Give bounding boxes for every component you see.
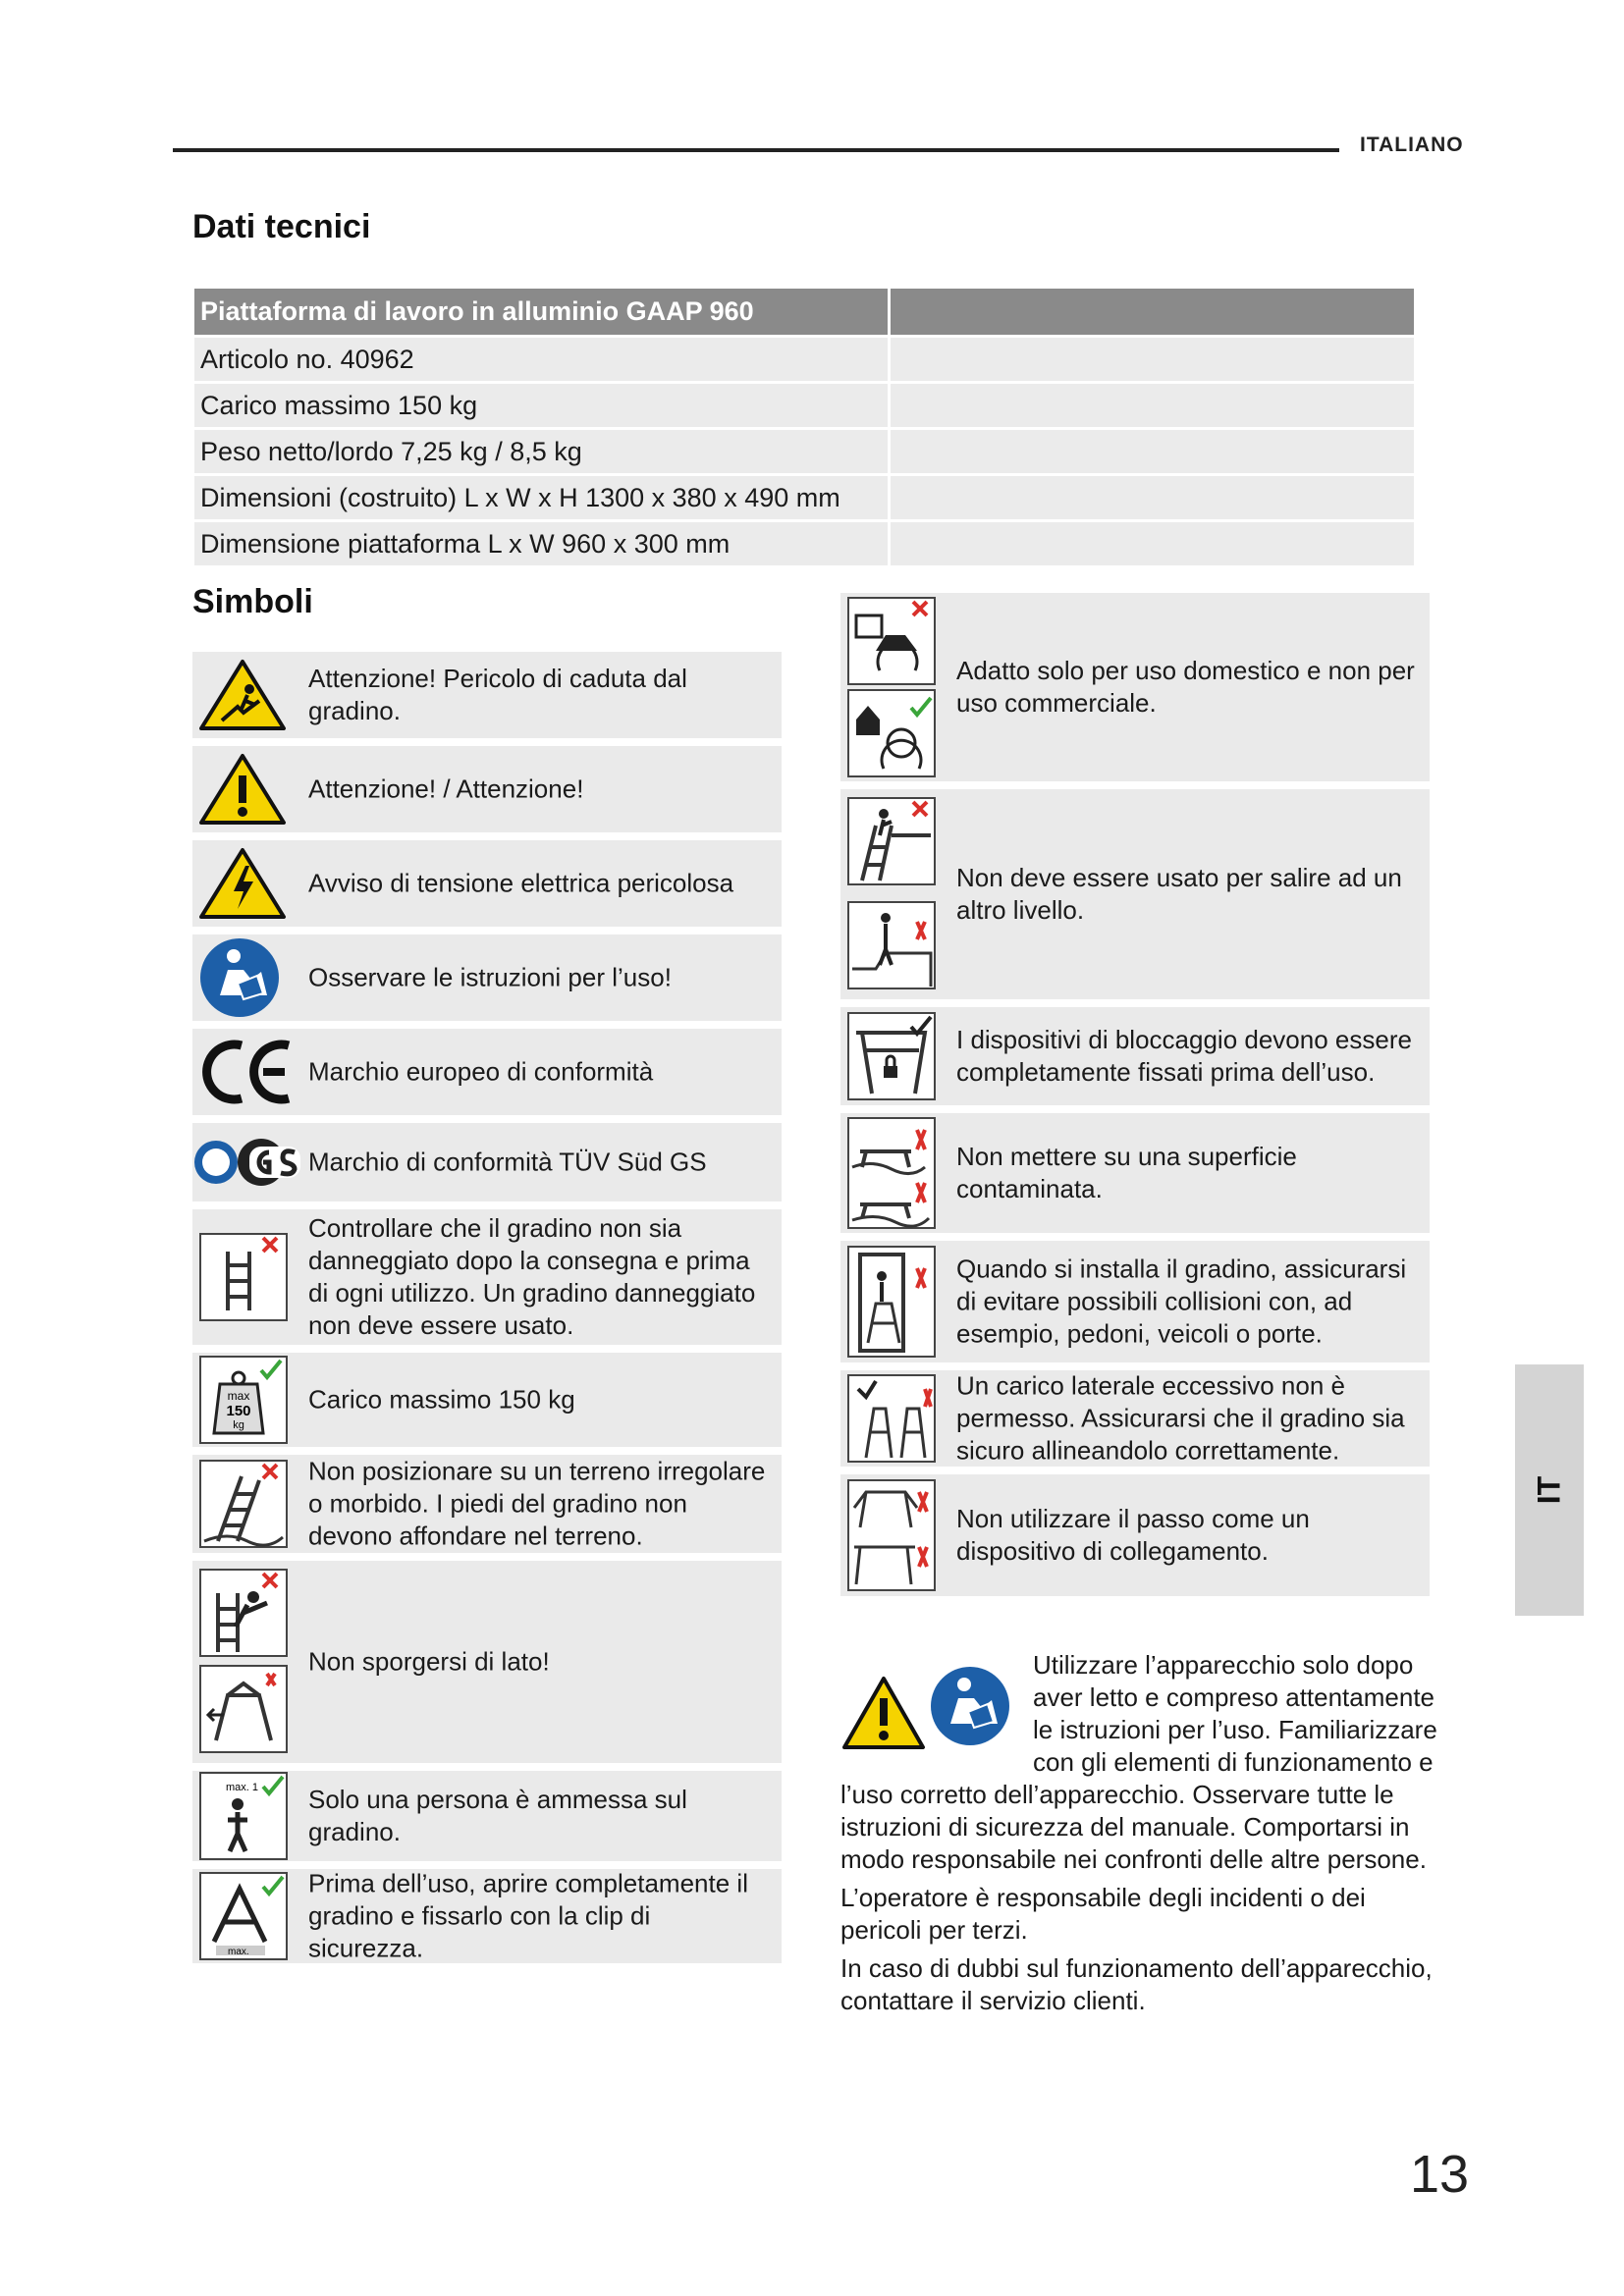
- max-load-icon: [198, 1355, 295, 1445]
- symbol-text: Adatto solo per uso domestico e non per uso commerciale.: [956, 656, 1415, 718]
- tuv-gs-icon: [192, 1137, 289, 1188]
- side-load-icon: [846, 1373, 943, 1464]
- warning-icon: [198, 752, 295, 827]
- warning-paragraph: L’operatore è responsabile degli incidenti o dei pericoli per terzi.: [840, 1883, 1366, 1945]
- weight-max-label: max: [227, 1389, 250, 1403]
- language-tab-label: IT: [1531, 1475, 1567, 1505]
- symbol-row-open-fully: [192, 1869, 782, 1963]
- symbol-text: Osservare le istruzioni per l’uso!: [308, 962, 672, 992]
- symbol-text: Non deve essere usato per salire ad un altro livello.: [956, 863, 1402, 925]
- symbol-text: Carico massimo 150 kg: [308, 1384, 575, 1415]
- symbol-row-locking: [840, 1007, 1430, 1105]
- symbol-text: Non mettere su una superficie contaminata.: [956, 1142, 1297, 1203]
- table-cell: Dimensione piattaforma L x W 960 x 300 mm: [194, 522, 891, 568]
- symbol-row-climbing: [840, 789, 1430, 999]
- warning-paragraph: Utilizzare l’apparecchio solo dopo aver letto e compreso attentamente le istruzioni per l’uso. Familiarizzare con gli elementi di funzionamento e l’uso corretto dell’apparecchio. Osservare tutte le istruzioni di sicurezza del manuale. Comportarsi in modo responsabile nei confronti delle altre persone.: [840, 1650, 1437, 1874]
- symbol-text: I dispositivi di bloccaggio devono essere completamente fissati prima dell’uso.: [956, 1025, 1412, 1087]
- fall-hazard-icon: [198, 658, 295, 732]
- table-header-cell: Piattaforma di lavoro in alluminio GAAP 960: [194, 289, 891, 338]
- domestic-use-icon: [846, 596, 943, 778]
- table-row: [194, 384, 1414, 430]
- table-row: [194, 522, 1414, 568]
- symbol-text: Attenzione! / Attenzione!: [308, 774, 584, 804]
- table-row: [194, 476, 1414, 522]
- symbol-row-ce: [192, 1029, 782, 1115]
- symbol-row-leaning: [192, 1561, 782, 1763]
- symbol-text: Non utilizzare il passo come un dispositivo di collegamento.: [956, 1504, 1310, 1566]
- symbol-text: Controllare che il gradino non sia danneggiato dopo la consegna e prima di ogni utilizzo. Un gradino danneggiato non deve essere usato.: [308, 1213, 756, 1340]
- lock-devices-icon: [846, 1011, 943, 1101]
- symbol-row-fall-hazard: [192, 652, 782, 738]
- no-bridge-icon: [846, 1478, 943, 1592]
- symbol-row-one-person: [192, 1771, 782, 1861]
- table-row: [194, 430, 1414, 476]
- contaminated-surface-icon: [846, 1116, 943, 1230]
- open-fully-icon: [198, 1871, 295, 1961]
- weight-value: 150: [226, 1403, 251, 1419]
- table-header-row: [194, 289, 1414, 338]
- symbol-text: Quando si installa il gradino, assicurarsi di evitare possibili collisioni con, ad esempio, pedoni, veicoli o porte.: [956, 1254, 1407, 1349]
- warning-manual-icons: [840, 1649, 1017, 1757]
- header-rule: [173, 148, 1339, 152]
- collision-icon: [846, 1245, 943, 1359]
- language-side-tab: [1515, 1364, 1584, 1616]
- symbol-text: Attenzione! Pericolo di caduta dal gradino.: [308, 664, 687, 725]
- page-number: 13: [1410, 2145, 1470, 2204]
- symbol-row-contaminated: [840, 1113, 1430, 1233]
- symbol-row-manual: [192, 934, 782, 1021]
- table-cell: Dimensioni (costruito) L x W x H 1300 x 380 x 490 mm: [194, 476, 891, 522]
- table-cell: Peso netto/lordo 7,25 kg / 8,5 kg: [194, 430, 891, 476]
- symbol-row-collision: [840, 1241, 1430, 1362]
- symbol-row-bridge: [840, 1474, 1430, 1596]
- symbol-text: Avviso di tensione elettrica pericolosa: [308, 868, 734, 898]
- usage-warning-block: [840, 1649, 1449, 2023]
- no-climbing-icon: [846, 796, 943, 992]
- table-cell: Carico massimo 150 kg: [194, 384, 891, 430]
- symbol-text: Prima dell’uso, aprire completamente il gradino e fissarlo con la clip di sicurezza.: [308, 1868, 748, 1963]
- read-manual-icon: [198, 936, 295, 1019]
- tech-data-title: Dati tecnici: [192, 208, 371, 245]
- symbol-row-damaged: [192, 1209, 782, 1345]
- no-leaning-icon: [198, 1568, 295, 1756]
- warning-icons: [840, 1649, 1017, 1757]
- symbol-text: Marchio di conformità TÜV Süd GS: [308, 1147, 707, 1177]
- table-row: [194, 338, 1414, 384]
- symbol-text: Solo una persona è ammessa sul gradino.: [308, 1785, 687, 1846]
- uneven-ground-icon: [198, 1459, 295, 1549]
- tech-data-table: [194, 289, 1414, 568]
- symbol-text: Un carico laterale eccessivo non è permesso. Assicurarsi che il gradino sia sicuro allineandolo correttamente.: [956, 1370, 1405, 1466]
- symbol-row-warning: [192, 746, 782, 832]
- open-max-label: max.: [228, 1947, 249, 1957]
- symbol-row-electric: [192, 840, 782, 927]
- symbols-title: Simboli: [192, 583, 313, 620]
- person-limit-badge: max. 1: [226, 1782, 259, 1793]
- symbol-row-tuv: [192, 1123, 782, 1201]
- electric-hazard-icon: [198, 846, 295, 921]
- symbol-row-side-load: [840, 1370, 1430, 1467]
- symbol-row-maxload: [192, 1353, 782, 1447]
- ce-mark-icon: [198, 1038, 295, 1106]
- table-cell: Articolo no. 40962: [194, 338, 891, 384]
- warning-paragraph: In caso di dubbi sul funzionamento dell’apparecchio, contattare il servizio clienti.: [840, 1953, 1433, 2015]
- symbol-row-domestic: [840, 593, 1430, 781]
- one-person-icon: [198, 1771, 295, 1861]
- symbol-row-uneven: [192, 1455, 782, 1553]
- language-label: ITALIANO: [1360, 133, 1464, 156]
- symbol-text: Non posizionare su un terreno irregolare o morbido. I piedi del gradino non devono affondare nel terreno.: [308, 1456, 766, 1551]
- weight-unit: kg: [233, 1419, 244, 1431]
- symbol-text: Non sporgersi di lato!: [308, 1646, 550, 1677]
- symbol-text: Marchio europeo di conformità: [308, 1056, 654, 1087]
- damaged-step-icon: [198, 1232, 295, 1322]
